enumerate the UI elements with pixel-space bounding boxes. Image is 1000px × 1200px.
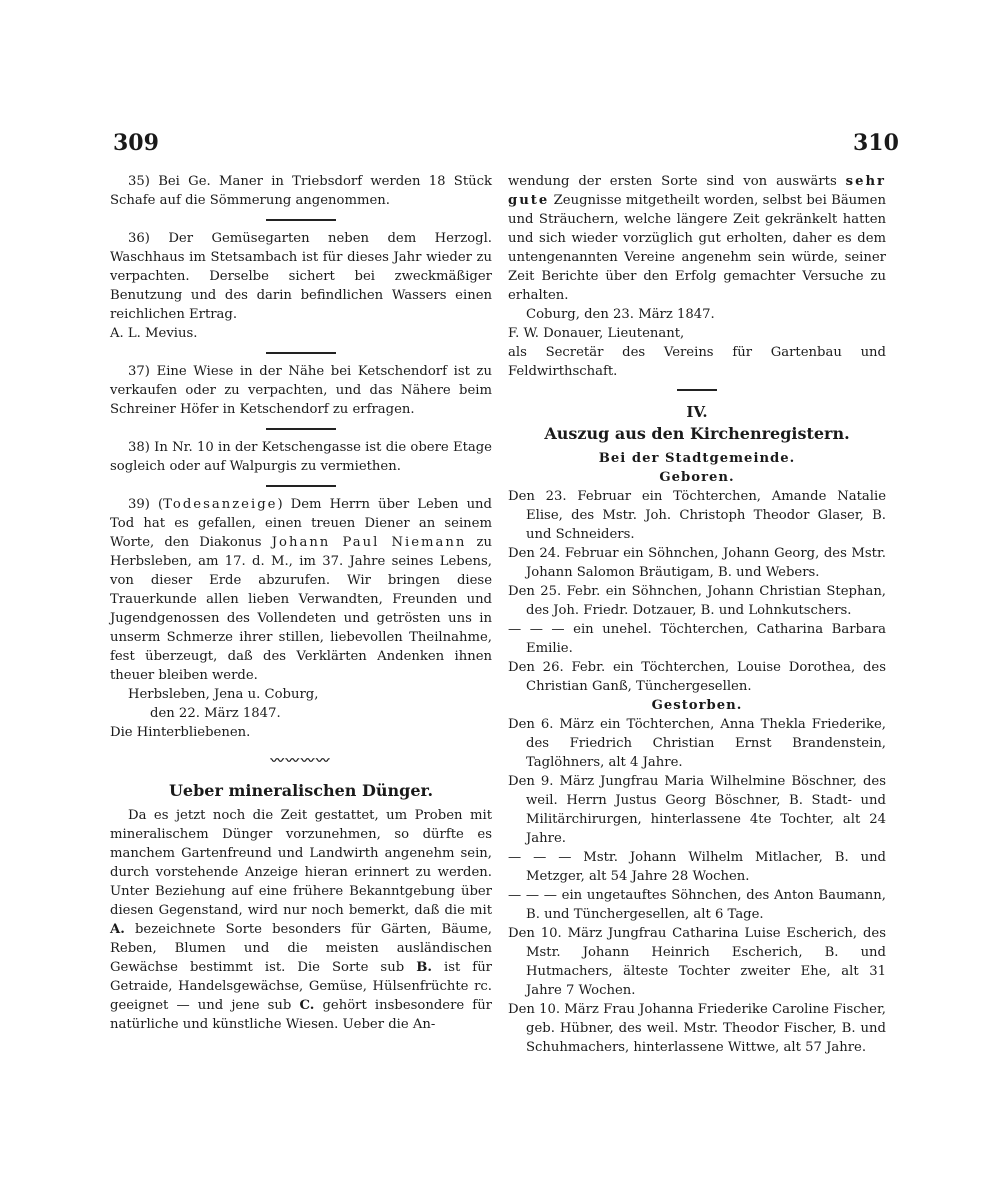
death-entry: — — — ein ungetauftes Söhnchen, des Anton Baumann, B. und Tünchergesellen, alt 6 Tage. [508,888,886,922]
notice-39-signature: Die Hinterbliebenen. [110,725,251,740]
notice-36: 36) Der Gemüsegarten neben dem Herzogl. Waschhaus im Stetsambach ist für dieses Jahr wieder zu verpachten. Derselbe sichert bei zweckmäßiger Benutzung und des darin befindlichen Wassers einen reichlichen Ertrag. [110,231,492,322]
sort-b-label: B. [416,960,432,975]
article-date: Coburg, den 23. März 1847. [526,307,715,322]
ornament-divider: 〰〰〰〰 [270,754,332,769]
death-entry: Den 6. März ein Töchterchen, Anna Thekla Friederike, des Friedrich Christian Ernst Brandenstein, Taglöhners, alt 4 Jahre. [508,717,886,770]
deaths-heading: Gestorben. [651,698,743,713]
birth-entry: Den 25. Febr. ein Söhnchen, Johann Christian Stephan, des Joh. Friedr. Dotzauer, B. und Lohnkutschers. [508,584,886,618]
article-title: Ueber mineralischen Dünger. [168,781,434,800]
article-signature-role: als Secretär des Vereins für Gartenbau und Feldwirthschaft. [508,345,886,379]
section-title: Auszug aus den Kirchenregistern. [544,424,850,443]
continuation-text-b: Zeugnisse mitgetheilt worden, selbst bei Bäumen und Sträuchern, welche längere Zeit gekränkelt hatten und sich wieder vorzüglich gut erholten, daher es dem untengenannten Vereine angenehm sein würde, seiner Zeit Berichte über den Erfolg gemachter Versuche zu erhalten. [508,193,886,303]
article-text-c: ist für Getraide, Handelsgewächse, Gemüse, Hülsenfrüchte rc. geeignet — und jene sub [110,960,492,1013]
right-column [508,172,886,1057]
death-entry: Den 10. März Jungfrau Catharina Luise Escherich, des Mstr. Johann Heinrich Escherich, B. und Hutmachers, älteste Tochter zweiter Ehe, alt 31 Jahre 7 Wochen. [508,926,886,998]
notice-39-text-a: ) Dem Herrn über Leben und Tod hat es gefallen, einen treuen Diener an seinem Worte, den Diakonus [110,497,492,550]
death-entry: — — — Mstr. Johann Wilhelm Mitlacher, B. und Metzger, alt 54 Jahre 28 Wochen. [508,850,886,884]
notice-37: 37) Eine Wiese in der Nähe bei Ketschendorf ist zu verkaufen oder zu verpachten, und das Nähere beim Schreiner Höfer in Ketschendorf zu erfragen. [110,364,492,417]
article-continuation [508,172,886,305]
sort-c-label: C. [299,998,315,1013]
separator-rule [266,485,336,487]
death-notice-label: Todesanzeige [163,497,278,512]
article-text-d: gehört insbesondere für natürliche und künstliche Wiesen. Ueber die An- [110,998,492,1032]
separator-rule [266,428,336,430]
emphasis-text: sehr gute [508,174,886,208]
notice-39-date: den 22. März 1847. [150,706,281,721]
notice-36-signature: A. L. Mevius. [110,326,198,341]
birth-entry: Den 23. Februar ein Töchterchen, Amande Natalie Elise, des Mstr. Joh. Christoph Theodor Glaser, B. und Schneiders. [508,489,886,542]
sort-a-label: A. [110,922,125,937]
death-entry: Den 9. März Jungfrau Maria Wilhelmine Böschner, des weil. Herrn Justus Georg Böschner, B. Stadt- und Militärchirurgen, hinterlassene 4te Tochter, alt 24 Jahre. [508,774,886,846]
notice-38: 38) In Nr. 10 in der Ketschengasse ist die obere Etage sogleich oder auf Walpurgis zu vermiethen. [110,440,492,474]
parish-heading: Bei der Stadtgemeinde. [598,451,796,466]
article-signature-name: F. W. Donauer, Lieutenant, [508,326,685,341]
article-text-a: Da es jetzt noch die Zeit gestattet, um Proben mit mineralischem Dünger vorzunehmen, so dürfte es manchem Gartenfreund und Landwirth angenehm sein, durch vorstehende Anzeige hieran erinnert zu werden. Unter Beziehung auf eine frühere Bekanntgebung über diesen Gegenstand, wird nur noch bemerkt, daß die mit [110,808,492,918]
page-number-right: 310 [853,130,899,156]
article-body [110,806,492,1034]
separator-rule [677,389,717,391]
section-number: IV. [686,403,708,421]
birth-entry: Den 24. Februar ein Söhnchen, Johann Georg, des Mstr. Johann Salomon Bräutigam, B. und Webers. [508,546,886,580]
page-number-left: 309 [113,130,159,156]
births-heading: Geboren. [659,470,735,485]
notice-39-place: Herbsleben, Jena u. Coburg, [128,687,319,702]
separator-rule [266,352,336,354]
notice-39-number: 39) ( [128,497,164,512]
death-entry: Den 10. März Frau Johanna Friederike Caroline Fischer, geb. Hübner, des weil. Mstr. Theodor Fischer, B. und Schuhmachers, hinterlassene Wittwe, alt 57 Jahre. [508,1002,886,1055]
continuation-text-a: wendung der ersten Sorte sind von auswärts [508,174,837,189]
notice-39 [110,495,492,685]
notice-35: 35) Bei Ge. Maner in Triebsdorf werden 18 Stück Schafe auf die Sömmerung angenommen. [110,174,492,208]
birth-entry: — — — ein unehel. Töchterchen, Catharina Barbara Emilie. [508,622,886,656]
left-column [110,172,492,1034]
deceased-name: Johann Paul Niemann [271,535,467,550]
birth-entry: Den 26. Febr. ein Töchterchen, Louise Dorothea, des Christian Ganß, Tünchergesellen. [508,660,886,694]
notice-39-text-b: zu Herbsleben, am 17. d. M., im 37. Jahre seines Lebens, von dieser Erde abzurufen. Wir bringen diese Trauerkunde allen lieben Verwandten, Freunden und Jugendgenossen des Vollendeten und getrösten uns in unserm Schmerze ihrer stillen, liebevollen Theilnahme, fest überzeugt, daß des Verklärten Andenken ihnen theuer bleiben werde. [110,535,492,683]
article-text-b: bezeichnete Sorte besonders für Gärten, Bäume, Reben, Blumen und die meisten ausländischen Gewächse bestimmt ist. Die Sorte sub [110,922,492,975]
separator-rule [266,219,336,221]
